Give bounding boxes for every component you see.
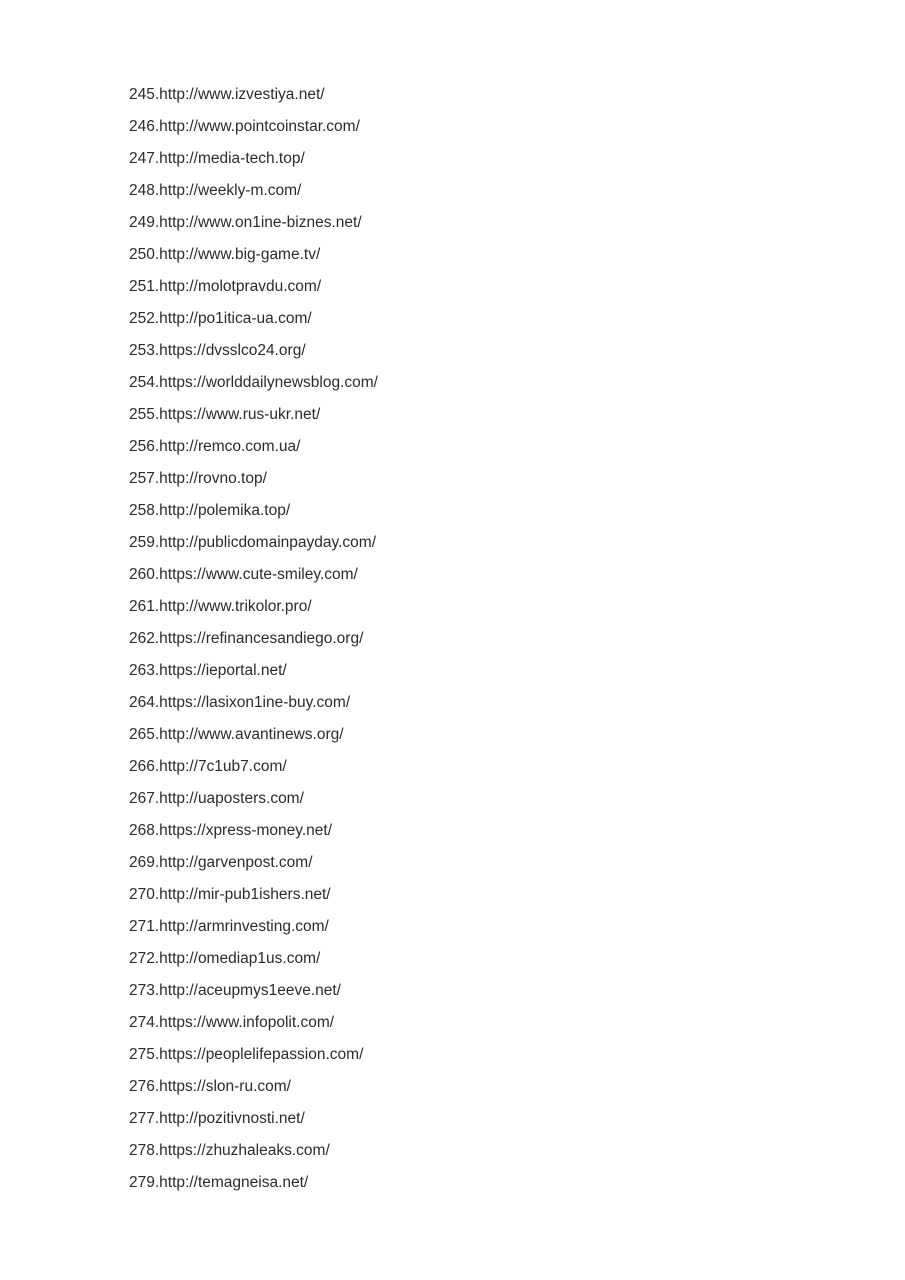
list-item: 271.http://armrinvesting.com/ xyxy=(129,918,329,935)
list-item: 273.http://aceupmys1eeve.net/ xyxy=(129,982,341,999)
list-item: 248.http://weekly-m.com/ xyxy=(129,182,302,199)
list-item: 268.https://xpress-money.net/ xyxy=(129,822,333,839)
list-item: 272.http://omediap1us.com/ xyxy=(129,950,321,967)
list-item: 276.https://slon-ru.com/ xyxy=(129,1078,291,1095)
list-item: 247.http://media-tech.top/ xyxy=(129,150,305,167)
list-item: 254.https://worlddailynewsblog.com/ xyxy=(129,374,378,391)
list-item: 278.https://zhuzhaleaks.com/ xyxy=(129,1142,330,1159)
list-item: 277.http://pozitivnosti.net/ xyxy=(129,1110,305,1127)
list-item: 279.http://temagneisa.net/ xyxy=(129,1174,309,1191)
list-item: 249.http://www.on1ine-biznes.net/ xyxy=(129,214,362,231)
list-item: 270.http://mir-pub1ishers.net/ xyxy=(129,886,331,903)
list-item: 257.http://rovno.top/ xyxy=(129,470,267,487)
list-item: 261.http://www.trikolor.pro/ xyxy=(129,598,312,615)
list-item: 256.http://remco.com.ua/ xyxy=(129,438,301,455)
list-item: 267.http://uaposters.com/ xyxy=(129,790,304,807)
list-item: 250.http://www.big-game.tv/ xyxy=(129,246,321,263)
list-item: 246.http://www.pointcoinstar.com/ xyxy=(129,118,360,135)
list-item: 275.https://peoplelifepassion.com/ xyxy=(129,1046,364,1063)
list-item: 253.https://dvsslco24.org/ xyxy=(129,342,306,359)
list-item: 252.http://po1itica-ua.com/ xyxy=(129,310,312,327)
list-item: 255.https://www.rus-ukr.net/ xyxy=(129,406,321,423)
list-item: 259.http://publicdomainpayday.com/ xyxy=(129,534,377,551)
list-item: 266.http://7c1ub7.com/ xyxy=(129,758,287,775)
url-list xyxy=(129,84,378,1204)
list-item: 260.https://www.cute-smiley.com/ xyxy=(129,566,358,583)
list-item: 274.https://www.infopolit.com/ xyxy=(129,1014,335,1031)
list-item: 264.https://lasixon1ine-buy.com/ xyxy=(129,694,351,711)
list-item: 263.https://ieportal.net/ xyxy=(129,662,287,679)
list-item: 245.http://www.izvestiya.net/ xyxy=(129,86,325,103)
list-item: 269.http://garvenpost.com/ xyxy=(129,854,313,871)
list-item: 265.http://www.avantinews.org/ xyxy=(129,726,344,743)
list-item: 258.http://polemika.top/ xyxy=(129,502,291,519)
list-item: 262.https://refinancesandiego.org/ xyxy=(129,630,364,647)
list-item: 251.http://molotpravdu.com/ xyxy=(129,278,322,295)
